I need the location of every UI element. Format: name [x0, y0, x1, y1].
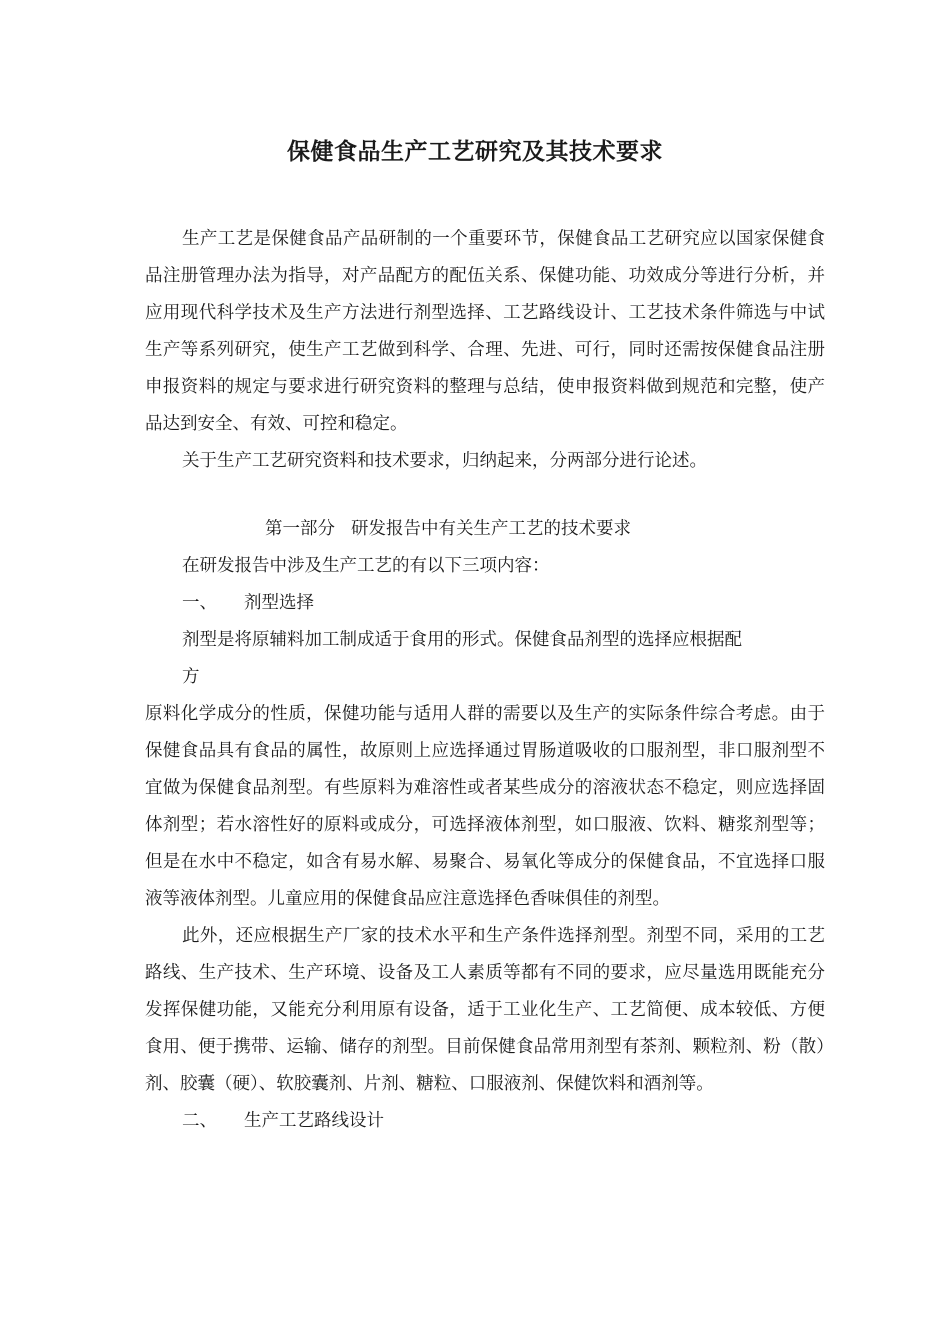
item1-heading	[145, 585, 825, 622]
part1-heading	[145, 511, 825, 548]
item1-para2: 此外，还应根据生产厂家的技术水平和生产条件选择剂型。剂型不同，采用的工艺路线、生产技术、生产环境、设备及工人素质等都有不同的要求，应尽量选用既能充分发挥保健功能，又能充分利用原有设备，适于工业化生产、工艺简便、成本较低、方便食用、便于携带、运输、储存的剂型。目前保健食品常用剂型有茶剂、颗粒剂、粉（散）剂、胶囊（硬）、软胶囊剂、片剂、糖粒、口服液剂、保健饮料和酒剂等。	[145, 926, 825, 1094]
part1-intro: 在研发报告中涉及生产工艺的有以下三项内容：	[182, 556, 550, 576]
item1-para1-rest: 原料化学成分的性质，保健功能与适用人群的需要以及生产的实际条件综合考虑。由于保健食品具有食品的属性，故原则上应选择通过胃肠道吸收的口服剂型，非口服剂型不宜做为保健食品剂型。有些原料为难溶性或者某些成分的溶液状态不稳定，则应选择固体剂型；若水溶性好的原料或成分，可选择液体剂型，如口服液、饮料、糖浆剂型等；但是在水中不稳定，如含有易水解、易聚合、易氧化等成分的保健食品，不宜选择口服液等液体剂型。儿童应用的保健食品应注意选择色香味俱佳的剂型。	[145, 704, 825, 909]
item1-para1-line1: 剂型是将原辅料加工制成适于食用的形式。保健食品剂型的选择应根据配	[182, 630, 742, 650]
item2-heading	[145, 1103, 825, 1140]
intro-paragraph-2: 关于生产工艺研究资料和技术要求，归纳起来，分两部分进行论述。	[182, 451, 707, 471]
item2-title: 生产工艺路线设计	[244, 1111, 384, 1131]
item2-number: 二、	[182, 1111, 217, 1131]
spacer	[145, 480, 825, 511]
item1-title: 剂型选择	[244, 593, 314, 613]
intro-paragraph-1: 生产工艺是保健食品产品研制的一个重要环节，保健食品工艺研究应以国家保健食品注册管理办法为指导，对产品配方的配伍关系、保健功能、功效成分等进行分析，并应用现代科学技术及生产方法进行剂型选择、工艺路线设计、工艺技术条件筛选与中试生产等系列研究，使生产工艺做到科学、合理、先进、可行，同时还需按保健食品注册申报资料的规定与要求进行研究资料的整理与总结，使申报资料做到规范和完整，使产品达到安全、有效、可控和稳定。	[145, 229, 825, 434]
item1-number: 一、	[182, 593, 217, 613]
document-title: 保健食品生产工艺研究及其技术要求	[287, 138, 663, 165]
item1-para1-line2: 方	[182, 667, 200, 687]
part1-title: 研发报告中有关生产工艺的技术要求	[351, 519, 631, 539]
document-body	[145, 221, 825, 1140]
part1-label: 第一部分	[265, 519, 335, 539]
